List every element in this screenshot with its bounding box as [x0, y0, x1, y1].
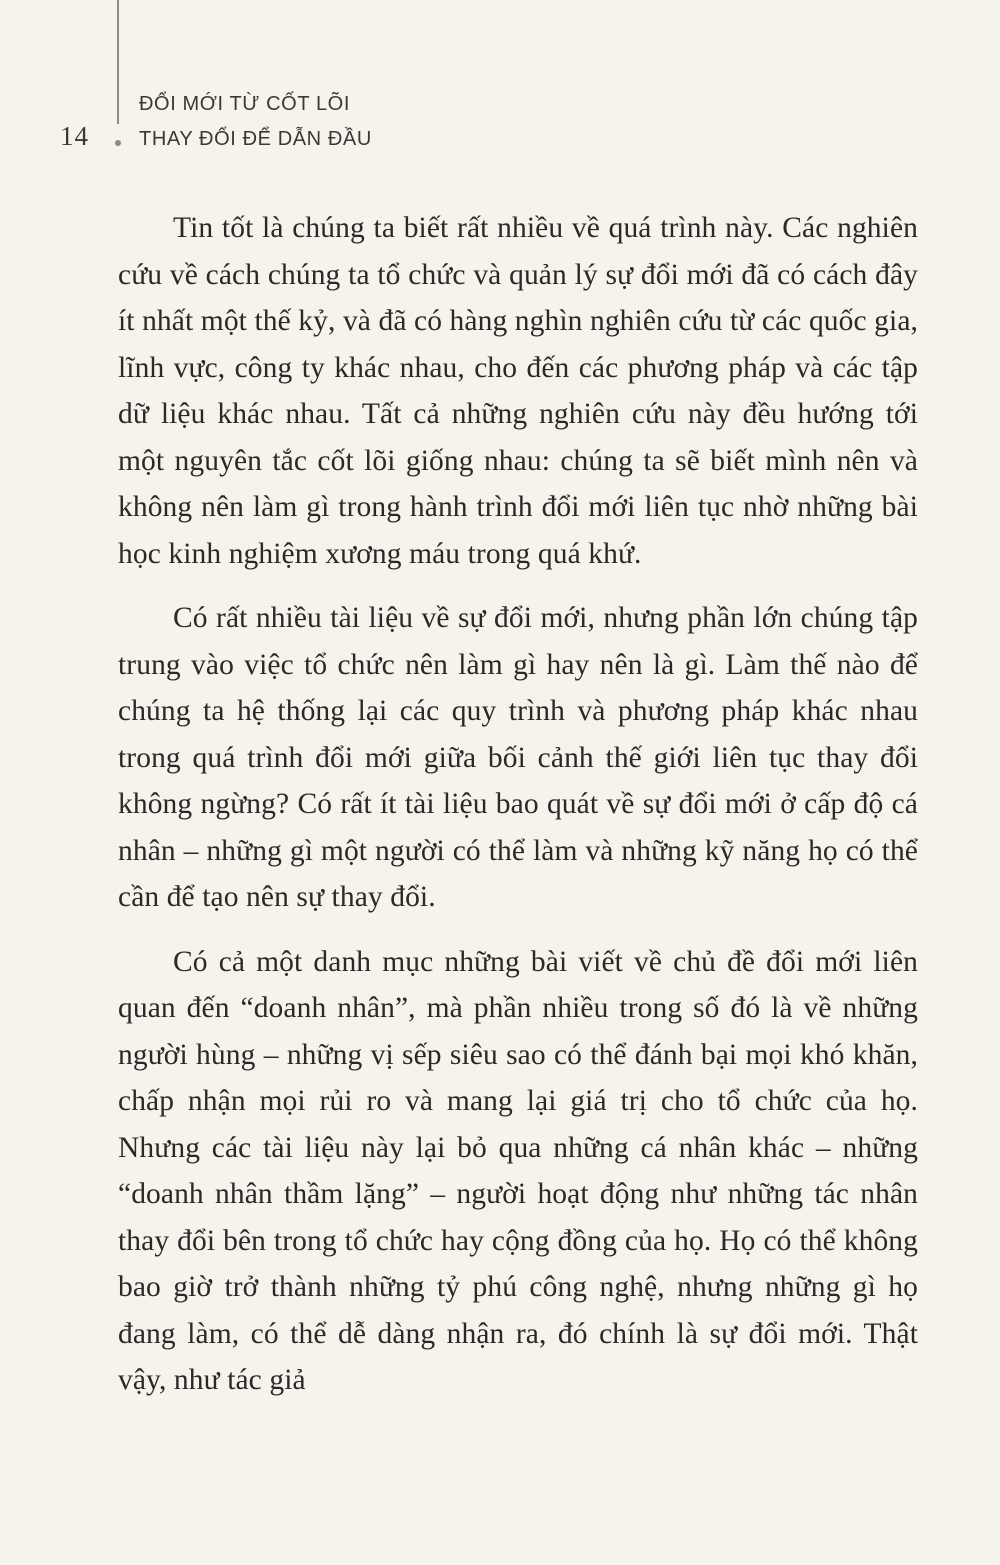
page-number: 14	[60, 121, 89, 151]
header-vertical-rule	[117, 0, 119, 124]
running-header-subtitle: THAY ĐỔI ĐỂ DẪN ĐẦU	[139, 128, 372, 150]
header-dot-ornament	[115, 140, 121, 146]
running-header-title: ĐỔI MỚI TỪ CỐT LÕI	[139, 93, 350, 115]
paragraph: Tin tốt là chúng ta biết rất nhiều về quá trình này. Các nghiên cứu về cách chúng ta tổ chức và quản lý sự đổi mới đã có cách đây ít nhất một thế kỷ, và đã có hàng nghìn nghiên cứu từ các quốc gia, lĩnh vực, công ty khác nhau, cho đến các phương pháp và các tập dữ liệu khác nhau. Tất cả những nghiên cứu này đều hướng tới một nguyên tắc cốt lõi giống nhau: chúng ta sẽ biết mình nên và không nên làm gì trong hành trình đổi mới liên tục nhờ những bài học kinh nghiệm xương máu trong quá khứ.	[118, 212, 918, 570]
paragraph: Có cả một danh mục những bài viết về chủ đề đổi mới liên quan đến “doanh nhân”, mà phần nhiều trong số đó là về những người hùng – những vị sếp siêu sao có thể đánh bại mọi khó khăn, chấp nhận mọi rủi ro và mang lại giá trị cho tổ chức của họ. Nhưng các tài liệu này lại bỏ qua những cá nhân khác – những “doanh nhân thầm lặng” – người hoạt động như những tác nhân thay đổi bên trong tổ chức hay cộng đồng của họ. Họ có thể không bao giờ trở thành những tỷ phú công nghệ, nhưng những gì họ đang làm, có thể dễ dàng nhận ra, đó chính là sự đổi mới. Thật vậy, như tác giả	[118, 945, 918, 1396]
paragraph: Có rất nhiều tài liệu về sự đổi mới, nhưng phần lớn chúng tập trung vào việc tổ chức nên làm gì hay nên là gì. Làm thế nào để chúng ta hệ thống lại các quy trình và phương pháp khác nhau trong quá trình đổi mới giữa bối cảnh thế giới liên tục thay đổi không ngừng? Có rất ít tài liệu bao quát về sự đổi mới ở cấp độ cá nhân – những gì một người có thể làm và những kỹ năng họ có thể cần để tạo nên sự thay đổi.	[118, 602, 918, 913]
body-text	[118, 205, 918, 1422]
